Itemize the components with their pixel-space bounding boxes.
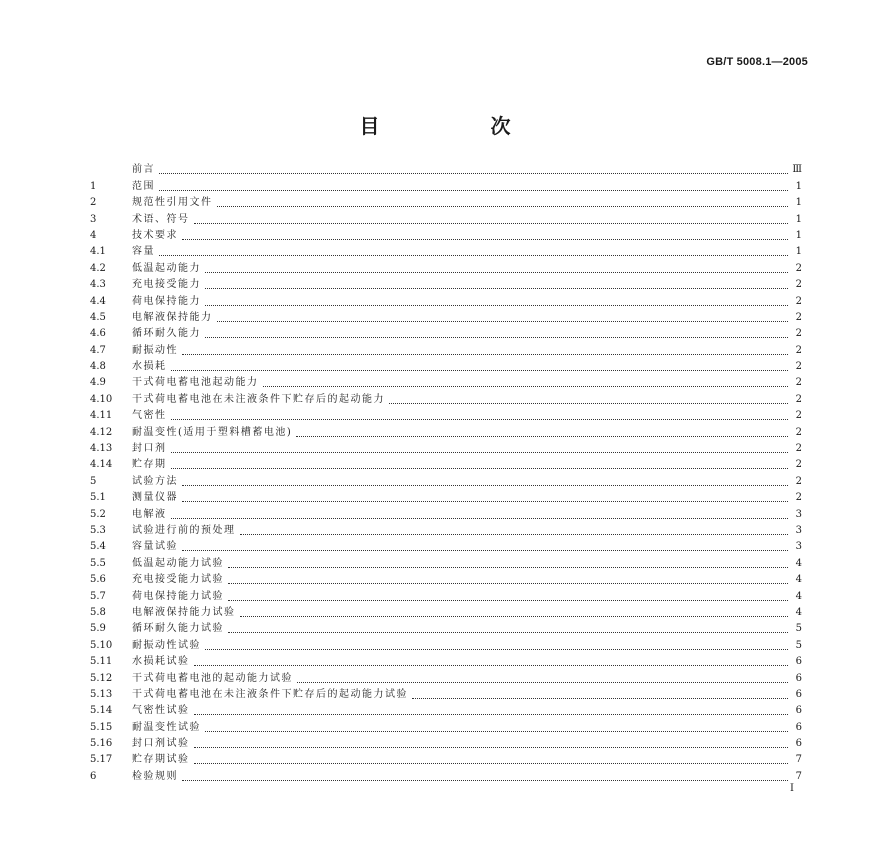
toc-entry-number: 5.15 xyxy=(90,721,113,733)
toc-entry-page: 5 xyxy=(795,623,802,635)
toc-entry-number: 5.2 xyxy=(90,508,106,520)
toc-entry-number: 4.4 xyxy=(90,295,106,307)
toc-entry-page: 1 xyxy=(795,180,802,192)
toc-leader-dots xyxy=(159,255,788,256)
toc-entry-number: 4.2 xyxy=(90,262,106,274)
toc-entry-number: 5.14 xyxy=(90,705,113,717)
toc-entry-number: 4.8 xyxy=(90,361,106,373)
toc-entry-page: 7 xyxy=(795,754,802,766)
toc-entry-page: 2 xyxy=(795,426,802,438)
toc-entry-label: 循环耐久能力试验 xyxy=(132,623,224,635)
toc-entry-page: 4 xyxy=(795,606,802,618)
toc-entry xyxy=(90,473,802,489)
toc-leader-dots xyxy=(194,223,789,224)
toc-entry-number: 4.9 xyxy=(90,377,106,389)
toc-entry xyxy=(90,244,802,260)
toc-entry xyxy=(90,457,802,473)
toc-entry xyxy=(90,375,802,391)
toc-entry-label: 耐振动性 xyxy=(132,344,178,356)
toc-leader-dots xyxy=(171,370,789,371)
toc-entry-page: 2 xyxy=(795,377,802,389)
toc-entry-number: 5.7 xyxy=(90,590,106,602)
toc-entry-page: 3 xyxy=(795,508,802,520)
toc-leader-dots xyxy=(171,419,789,420)
toc-entry-number: 5 xyxy=(90,475,97,487)
toc-entry-number: 4.12 xyxy=(90,426,113,438)
toc-entry-page: 3 xyxy=(795,524,802,536)
toc-leader-dots xyxy=(194,714,789,715)
toc-entry-number: 4.5 xyxy=(90,311,106,323)
toc-entry xyxy=(90,277,802,293)
toc-entry-page: 2 xyxy=(795,393,802,405)
toc-entry-page: 4 xyxy=(795,557,802,569)
toc-entry-number: 5.17 xyxy=(90,754,113,766)
toc-leader-dots xyxy=(182,501,788,502)
toc-leader-dots xyxy=(389,403,788,404)
toc-entry-number: 5.6 xyxy=(90,574,106,586)
toc-entry-page: 2 xyxy=(795,279,802,291)
toc-entry-number: 6 xyxy=(90,770,97,782)
toc-entry-label: 耐温变性试验 xyxy=(132,721,201,733)
toc-entry xyxy=(90,539,802,555)
toc-entry-page: 4 xyxy=(795,590,802,602)
toc-leader-dots xyxy=(217,206,789,207)
toc-leader-dots xyxy=(205,272,788,273)
toc-entry-page: 2 xyxy=(795,410,802,422)
toc-entry-number: 5.11 xyxy=(90,656,113,668)
toc-entry xyxy=(90,605,802,621)
toc-leader-dots xyxy=(228,567,788,568)
toc-entry xyxy=(90,654,802,670)
toc-entry xyxy=(90,408,802,424)
toc-leader-dots xyxy=(159,173,788,174)
toc-entry-page: 1 xyxy=(795,197,802,209)
toc-entry-page: 2 xyxy=(795,492,802,504)
toc-entry xyxy=(90,424,802,440)
toc-entry-page: 6 xyxy=(795,672,802,684)
standard-number: GB/T 5008.1—2005 xyxy=(706,56,808,68)
toc-entry-label: 电解液保持能力 xyxy=(132,311,213,323)
toc-entry-label: 干式荷电蓄电池的起动能力试验 xyxy=(132,672,293,684)
toc-entry-label: 水损耗 xyxy=(132,361,167,373)
toc-entry xyxy=(90,703,802,719)
toc-entry-label: 干式荷电蓄电池在未注液条件下贮存后的起动能力 xyxy=(132,393,385,405)
toc-entry-label: 气密性 xyxy=(132,410,167,422)
toc-leader-dots xyxy=(171,468,789,469)
toc-leader-dots xyxy=(296,436,788,437)
toc-entry-page: 5 xyxy=(795,639,802,651)
toc-entry-number: 5.16 xyxy=(90,738,113,750)
toc-entry xyxy=(90,523,802,539)
toc-leader-dots xyxy=(240,534,789,535)
toc-entry-number: 5.1 xyxy=(90,492,106,504)
toc-leader-dots xyxy=(194,763,789,764)
toc-entry-number: 5.4 xyxy=(90,541,106,553)
toc-entry-page: 2 xyxy=(795,311,802,323)
toc-entry xyxy=(90,228,802,244)
toc-leader-dots xyxy=(182,239,788,240)
toc-entry-number: 5.9 xyxy=(90,623,106,635)
toc-entry-page: 1 xyxy=(795,213,802,225)
toc-entry-label: 充电接受能力 xyxy=(132,279,201,291)
toc-leader-dots xyxy=(263,386,789,387)
toc-entry-number: 5.3 xyxy=(90,524,106,536)
toc-entry-number: 4.6 xyxy=(90,328,106,340)
toc-leader-dots xyxy=(182,485,788,486)
toc-leader-dots xyxy=(182,550,788,551)
toc-entry-label: 电解液 xyxy=(132,508,167,520)
toc-entry-label: 术语、符号 xyxy=(132,213,190,225)
toc-entry xyxy=(90,621,802,637)
toc-entry-page: 2 xyxy=(795,361,802,373)
toc-entry-page: Ⅲ xyxy=(792,164,802,176)
toc-entry xyxy=(90,342,802,358)
toc-entry xyxy=(90,752,802,768)
toc-entry-page: 2 xyxy=(795,295,802,307)
toc-leader-dots xyxy=(194,747,789,748)
toc-entry-number: 5.5 xyxy=(90,557,106,569)
toc-entry-label: 干式荷电蓄电池起动能力 xyxy=(132,377,259,389)
toc-entry xyxy=(90,260,802,276)
toc-entry-number: 4 xyxy=(90,229,97,241)
toc-entry-page: 3 xyxy=(795,541,802,553)
toc-entry-number: 3 xyxy=(90,213,97,225)
toc-entry xyxy=(90,670,802,686)
toc-entry-label: 封口剂试验 xyxy=(132,738,190,750)
toc-entry-page: 6 xyxy=(795,656,802,668)
toc-entry-label: 容量试验 xyxy=(132,541,178,553)
toc-leader-dots xyxy=(205,288,788,289)
toc-leader-dots xyxy=(205,731,788,732)
toc-entry-number: 5.8 xyxy=(90,606,106,618)
toc-leader-dots xyxy=(297,682,788,683)
toc-entry xyxy=(90,736,802,752)
toc-entry-label: 水损耗试验 xyxy=(132,656,190,668)
toc-leader-dots xyxy=(412,698,788,699)
toc-entry xyxy=(90,637,802,653)
toc-leader-dots xyxy=(205,337,788,338)
toc-entry-number: 4.11 xyxy=(90,410,113,422)
toc-entry-label: 荷电保持能力 xyxy=(132,295,201,307)
toc-entry-label: 循环耐久能力 xyxy=(132,328,201,340)
table-of-contents xyxy=(90,162,802,785)
toc-entry xyxy=(90,719,802,735)
toc-leader-dots xyxy=(182,354,788,355)
toc-entry-label: 荷电保持能力试验 xyxy=(132,590,224,602)
toc-leader-dots xyxy=(159,190,788,191)
toc-leader-dots xyxy=(171,518,789,519)
toc-entry xyxy=(90,310,802,326)
toc-entry-number: 5.13 xyxy=(90,688,113,700)
toc-leader-dots xyxy=(240,616,789,617)
toc-entry-page: 2 xyxy=(795,459,802,471)
toc-entry-label: 技术要求 xyxy=(132,229,178,241)
toc-entry-label: 试验方法 xyxy=(132,475,178,487)
toc-entry-page: 2 xyxy=(795,443,802,455)
toc-entry-number: 1 xyxy=(90,180,97,192)
toc-entry-page: 1 xyxy=(795,246,802,258)
toc-entry-number: 5.12 xyxy=(90,672,113,684)
page-title: 目 次 xyxy=(359,114,563,138)
toc-entry-number: 5.10 xyxy=(90,639,113,651)
toc-entry-page: 2 xyxy=(795,328,802,340)
toc-entry xyxy=(90,588,802,604)
toc-entry-label: 容量 xyxy=(132,246,155,258)
toc-entry-label: 贮存期 xyxy=(132,459,167,471)
toc-leader-dots xyxy=(171,452,789,453)
page-number: I xyxy=(790,783,794,794)
toc-entry-number: 4.14 xyxy=(90,459,113,471)
toc-entry-label: 检验规则 xyxy=(132,770,178,782)
toc-leader-dots xyxy=(205,649,788,650)
toc-entry-page: 4 xyxy=(795,574,802,586)
toc-entry xyxy=(90,506,802,522)
toc-entry xyxy=(90,195,802,211)
toc-entry-page: 6 xyxy=(795,738,802,750)
toc-entry-label: 贮存期试验 xyxy=(132,754,190,766)
toc-entry xyxy=(90,326,802,342)
toc-entry-label: 范围 xyxy=(132,180,155,192)
toc-entry xyxy=(90,359,802,375)
toc-leader-dots xyxy=(228,632,788,633)
toc-entry-label: 耐温变性(适用于塑料槽蓄电池) xyxy=(132,426,293,438)
toc-entry-page: 6 xyxy=(795,688,802,700)
toc-entry-label: 耐振动性试验 xyxy=(132,639,201,651)
toc-entry-page: 6 xyxy=(795,705,802,717)
toc-entry-page: 2 xyxy=(795,344,802,356)
toc-entry-number: 4.10 xyxy=(90,393,113,405)
toc-entry-label: 规范性引用文件 xyxy=(132,197,213,209)
toc-leader-dots xyxy=(217,321,789,322)
toc-entry xyxy=(90,178,802,194)
toc-entry xyxy=(90,441,802,457)
toc-leader-dots xyxy=(228,600,788,601)
toc-entry-page: 6 xyxy=(795,721,802,733)
toc-entry-label: 低温起动能力试验 xyxy=(132,557,224,569)
toc-entry xyxy=(90,391,802,407)
toc-entry-page: 1 xyxy=(795,229,802,241)
toc-entry-number: 2 xyxy=(90,197,97,209)
toc-entry-label: 气密性试验 xyxy=(132,705,190,717)
toc-entry-label: 试验进行前的预处理 xyxy=(132,524,236,536)
toc-entry xyxy=(90,555,802,571)
toc-entry-label: 干式荷电蓄电池在未注液条件下贮存后的起动能力试验 xyxy=(132,688,408,700)
toc-entry xyxy=(90,768,802,784)
toc-entry-label: 前言 xyxy=(132,164,155,176)
toc-entry-page: 7 xyxy=(795,770,802,782)
toc-entry-page: 2 xyxy=(795,262,802,274)
toc-entry xyxy=(90,572,802,588)
toc-entry-label: 充电接受能力试验 xyxy=(132,574,224,586)
toc-entry-number: 4.3 xyxy=(90,279,106,291)
toc-entry xyxy=(90,211,802,227)
toc-entry-label: 测量仪器 xyxy=(132,492,178,504)
toc-leader-dots xyxy=(205,305,788,306)
toc-leader-dots xyxy=(182,780,788,781)
toc-entry-label: 低温起动能力 xyxy=(132,262,201,274)
toc-entry xyxy=(90,490,802,506)
toc-entry xyxy=(90,162,802,178)
toc-entry-page: 2 xyxy=(795,475,802,487)
toc-entry-label: 封口剂 xyxy=(132,443,167,455)
toc-entry xyxy=(90,687,802,703)
toc-entry-number: 4.7 xyxy=(90,344,106,356)
toc-entry-number: 4.1 xyxy=(90,246,106,258)
toc-entry-label: 电解液保持能力试验 xyxy=(132,606,236,618)
toc-leader-dots xyxy=(228,583,788,584)
toc-leader-dots xyxy=(194,665,789,666)
toc-entry-number: 4.13 xyxy=(90,443,113,455)
toc-entry xyxy=(90,293,802,309)
